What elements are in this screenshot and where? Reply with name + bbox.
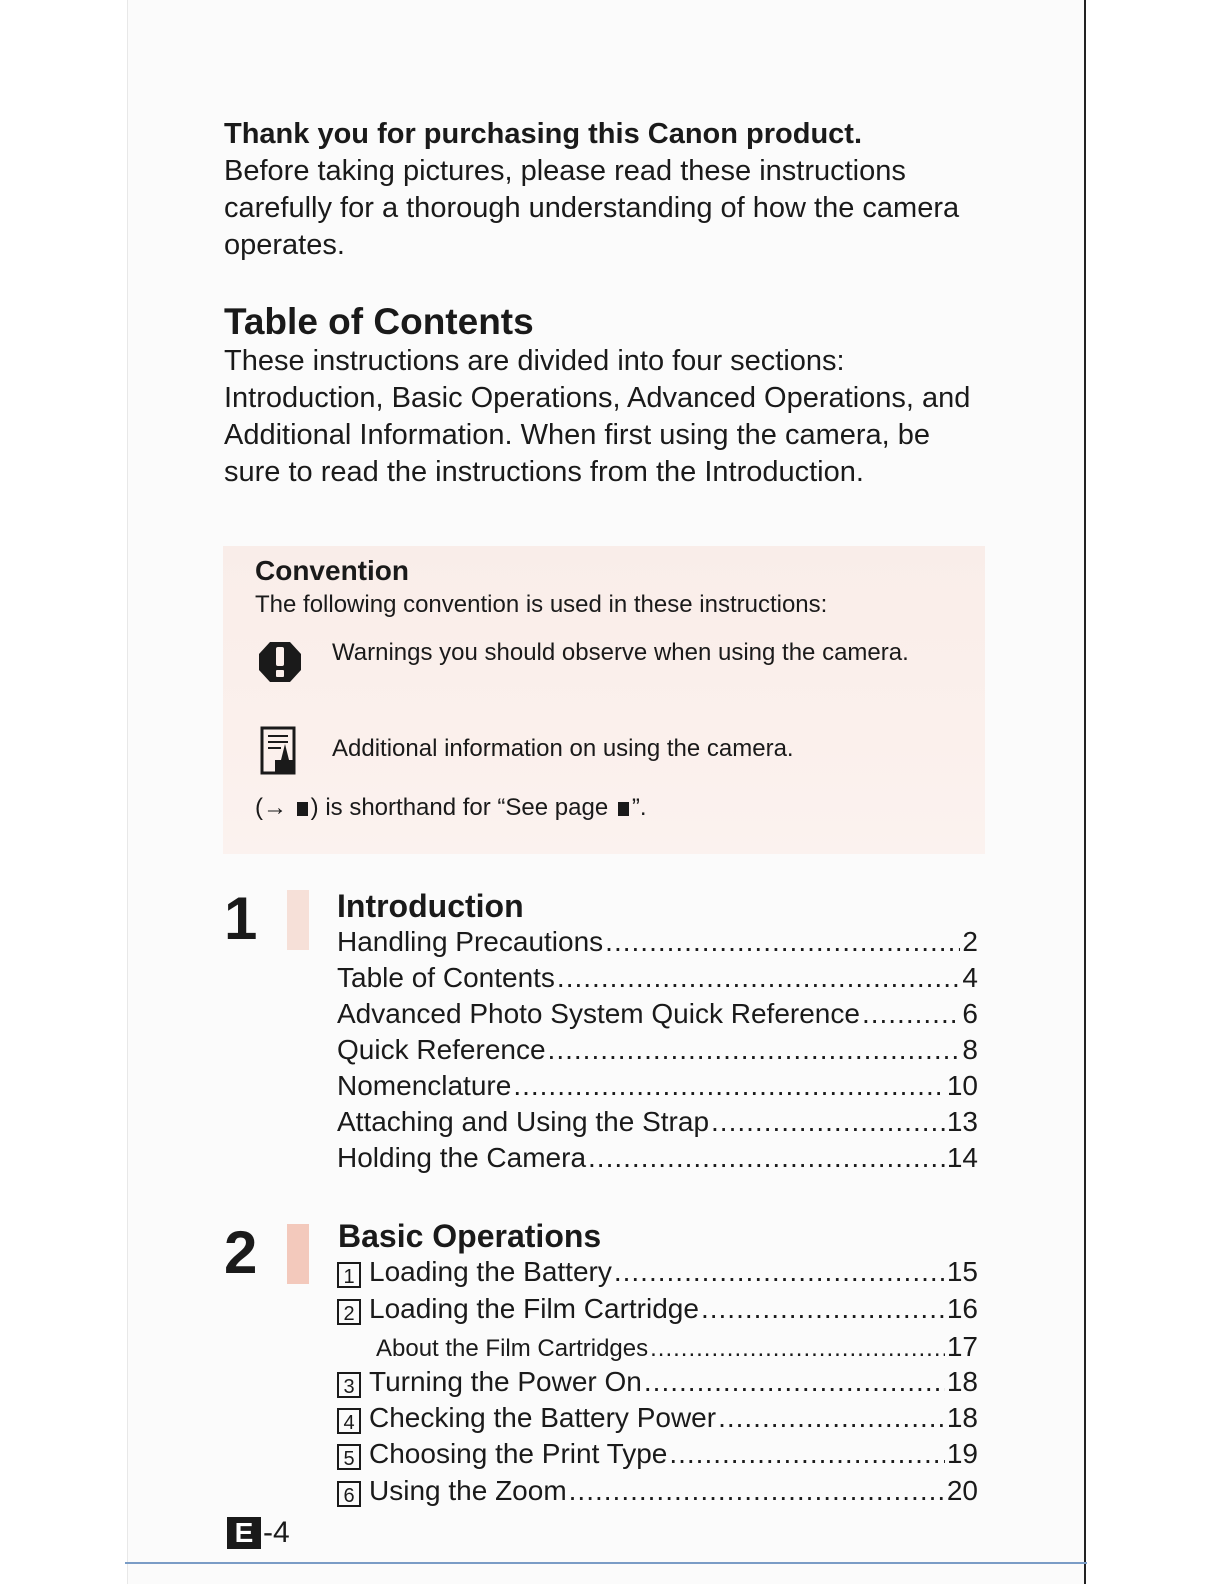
leader-dots <box>569 1475 945 1507</box>
toc-entry <box>337 1034 978 1070</box>
step-number-box: 2 <box>337 1299 361 1325</box>
shorthand-middle: ) is shorthand for “See page <box>310 794 609 821</box>
toc-entry <box>337 1475 978 1511</box>
page-bottom-line <box>125 1562 1087 1564</box>
toc-entry-page: 16 <box>946 1293 978 1324</box>
leader-dots <box>557 962 961 994</box>
step-number-box: 4 <box>337 1408 361 1434</box>
section-number: 2 <box>224 1219 258 1286</box>
toc-subentry <box>376 1331 978 1367</box>
toc-entry <box>337 1366 978 1402</box>
toc-entry-page: 8 <box>962 1034 978 1065</box>
toc-entry-page: 15 <box>946 1256 978 1287</box>
toc-entry <box>337 962 978 998</box>
memo-icon <box>255 726 305 776</box>
convention-description: The following convention is used in these instructions: <box>255 591 828 618</box>
toc-entry-label: About the Film Cartridges <box>376 1335 649 1362</box>
leader-dots <box>644 1366 945 1398</box>
toc-entry-page: 4 <box>962 962 978 993</box>
toc-entry-page: 18 <box>946 1366 978 1397</box>
leader-dots <box>669 1438 945 1470</box>
toc-entry-label: Turning the Power On <box>369 1366 642 1397</box>
page-edge-right <box>1084 0 1086 1584</box>
toc-entry <box>337 1106 978 1142</box>
shorthand-suffix: ”. <box>631 794 647 821</box>
convention-title: Convention <box>255 555 409 586</box>
toc-entry <box>337 1256 978 1292</box>
toc-entry <box>337 1438 978 1474</box>
toc-entry-page: 18 <box>946 1402 978 1433</box>
leader-dots <box>513 1070 945 1102</box>
toc-entry-page: 6 <box>962 998 978 1029</box>
page-folio <box>227 1516 290 1550</box>
toc-entry-page: 17 <box>946 1331 978 1362</box>
section-color-tab <box>287 1224 309 1284</box>
toc-entry-page: 2 <box>962 926 978 957</box>
leader-dots <box>650 1335 945 1363</box>
shorthand-note <box>255 794 647 822</box>
toc-entry-page: 13 <box>946 1106 978 1137</box>
toc-description: These instructions are divided into four sections: Introduction, Basic Operations, Advanced Operations, and Additional Information. When first using the camera, be sure to read the instructions from the Introduction. <box>224 345 971 488</box>
language-badge: E <box>227 1517 261 1549</box>
intro-paragraph <box>224 116 984 264</box>
leader-dots <box>701 1293 945 1325</box>
toc-entry-page: 19 <box>946 1438 978 1469</box>
step-number-box: 6 <box>337 1481 361 1507</box>
section-title: Basic Operations <box>338 1218 602 1254</box>
toc-entry <box>337 1402 978 1438</box>
toc-entry-label: Using the Zoom <box>369 1475 567 1506</box>
info-text: Additional information on using the camera. <box>332 735 794 762</box>
leader-dots <box>711 1106 945 1138</box>
step-number-box: 5 <box>337 1444 361 1470</box>
toc-entry-page: 20 <box>946 1475 978 1506</box>
toc-entry-label: Loading the Film Cartridge <box>369 1293 699 1324</box>
toc-entry <box>337 998 978 1034</box>
leader-dots <box>614 1256 945 1288</box>
intro-body: Before taking pictures, please read these instructions carefully for a thorough understanding of how the camera operates. <box>224 155 960 261</box>
toc-entry-page: 14 <box>946 1142 978 1173</box>
toc-entry <box>337 926 978 962</box>
toc-entry-label: Loading the Battery <box>369 1256 612 1287</box>
toc-entry-label: Attaching and Using the Strap <box>337 1106 710 1137</box>
section-title: Introduction <box>337 888 524 924</box>
shorthand-prefix: (→ <box>255 794 287 821</box>
toc-entry <box>337 1293 978 1329</box>
toc-entry <box>337 1142 978 1178</box>
step-number-box: 1 <box>337 1262 361 1288</box>
section-color-tab <box>287 890 309 950</box>
toc-entry-label: Advanced Photo System Quick Reference <box>337 998 860 1029</box>
page-number: -4 <box>263 1516 290 1549</box>
convention-box <box>223 546 985 854</box>
section-number: 1 <box>224 885 258 952</box>
toc-entry-label: Table of Contents <box>337 962 555 993</box>
intro-bold-line: Thank you for purchasing this Canon product. <box>224 118 863 150</box>
leader-dots <box>548 1034 961 1066</box>
toc-entry-label: Choosing the Print Type <box>369 1438 668 1469</box>
toc-entry-label: Quick Reference <box>337 1034 546 1065</box>
warning-text: Warnings you should observe when using the camera. <box>332 639 909 666</box>
page-placeholder-square <box>297 802 308 816</box>
toc-heading: Table of Contents <box>224 301 534 342</box>
leader-dots <box>605 926 960 958</box>
toc-entry-page: 10 <box>946 1070 978 1101</box>
toc-entry <box>337 1070 978 1106</box>
toc-entry-label: Holding the Camera <box>337 1142 587 1173</box>
page-placeholder-square <box>618 802 629 816</box>
toc-entry-label: Nomenclature <box>337 1070 512 1101</box>
warning-icon <box>255 636 305 686</box>
step-number-box: 3 <box>337 1372 361 1398</box>
toc-entry-label: Handling Precautions <box>337 926 604 957</box>
leader-dots <box>718 1402 945 1434</box>
toc-entry-label: Checking the Battery Power <box>369 1402 717 1433</box>
leader-dots <box>862 998 960 1030</box>
leader-dots <box>588 1142 945 1174</box>
